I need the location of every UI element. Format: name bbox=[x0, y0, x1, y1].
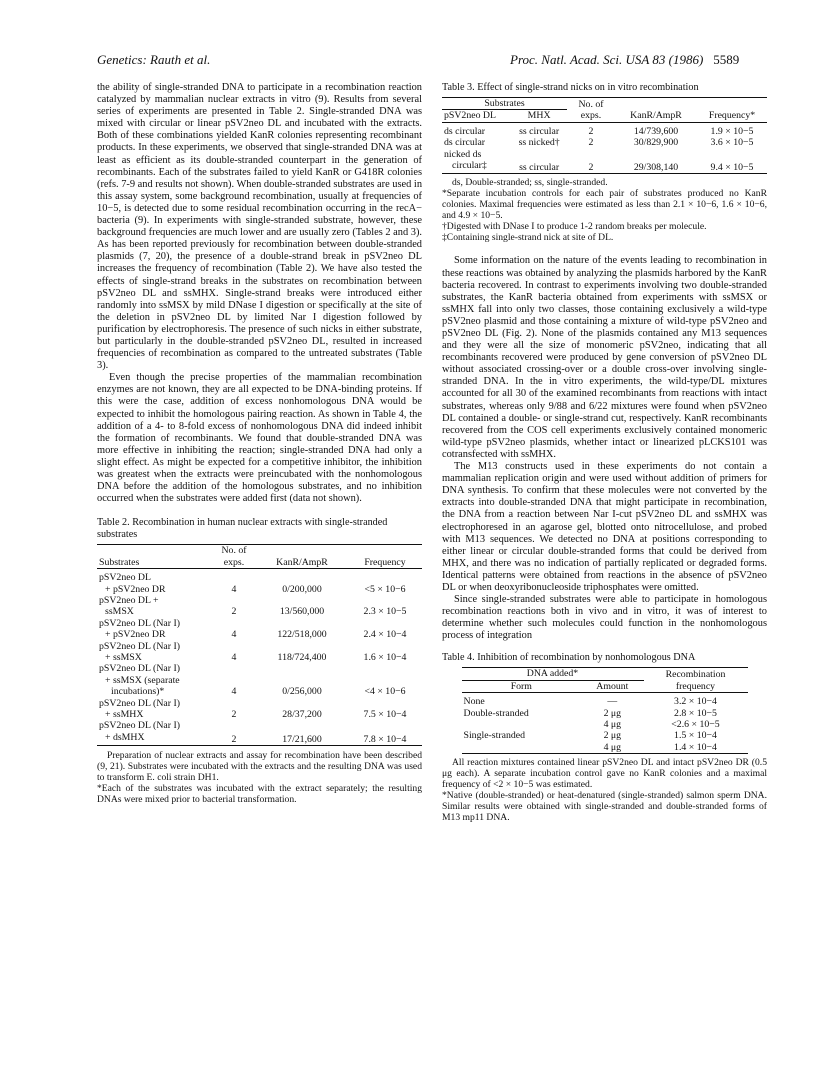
table2-cell: pSV2neo DL + bbox=[99, 594, 159, 606]
table3-cell: 30/829,900 bbox=[633, 137, 679, 149]
table-row bbox=[97, 606, 422, 617]
table4-header: Amount bbox=[596, 680, 629, 692]
table-row bbox=[462, 719, 748, 730]
table3-header: pSV2neo DL bbox=[444, 110, 496, 122]
table-row bbox=[97, 584, 422, 595]
table4-cell: <2.6 × 10−5 bbox=[671, 719, 720, 731]
table2-cell: 0/256,000 bbox=[282, 686, 322, 698]
table-row bbox=[97, 675, 422, 686]
right-column bbox=[442, 82, 767, 823]
table-row bbox=[442, 160, 767, 174]
table2-cell: pSV2neo DL (Nar I) bbox=[99, 640, 180, 652]
table2-cell: 7.5 × 10−4 bbox=[363, 708, 407, 720]
page-number: 5589 bbox=[713, 52, 740, 67]
table2-cell: 2.3 × 10−5 bbox=[363, 606, 407, 618]
table2-cell: 4 bbox=[231, 629, 237, 641]
table3-header: KanR/AmpR bbox=[630, 110, 682, 122]
table3-cell: 9.4 × 10−5 bbox=[710, 162, 754, 174]
table3-header: Frequency* bbox=[708, 110, 756, 122]
table-row bbox=[97, 629, 422, 640]
table3-cell: ss nicked† bbox=[518, 137, 560, 149]
table2 bbox=[97, 544, 422, 746]
table-row bbox=[97, 709, 422, 720]
table2-cell: 118/724,400 bbox=[277, 651, 327, 663]
table2-cell: <5 × 10−6 bbox=[364, 583, 406, 595]
table2-cell: 4 bbox=[231, 583, 237, 595]
table4-cell bbox=[462, 719, 582, 730]
table2-cell: 13/560,000 bbox=[279, 606, 325, 618]
table2-footnote: Preparation of nuclear extracts and assay for recombination have been described (9, 21). Substrates were incubated with the extracts and the resulting DNA was used to transform E. coli strain DH1. bbox=[97, 750, 422, 784]
table2-header: Frequency bbox=[364, 556, 406, 568]
table3-cell: 3.6 × 10−5 bbox=[710, 137, 754, 149]
body-paragraph: Since single-stranded substrates were able to participate in homologous recombination reactions both in vivo and in vitro, it was of interest to determine whether such molecules could function in the nonhomologous process of integration bbox=[442, 594, 767, 642]
table-row bbox=[97, 569, 422, 584]
table4-cell: 4 μg bbox=[603, 741, 622, 753]
table2-caption: Table 2. Recombination in human nuclear extracts with single-stranded substrates bbox=[97, 517, 388, 541]
table-row bbox=[97, 641, 422, 652]
table-row bbox=[97, 663, 422, 674]
journal-citation: Proc. Natl. Acad. Sci. USA 83 (1986) bbox=[510, 52, 704, 67]
table-row bbox=[462, 742, 748, 754]
table2-cell: + ssMSX (separate bbox=[105, 674, 180, 686]
table4-cell: — bbox=[607, 696, 618, 708]
body-paragraph: Some information on the nature of the events leading to recombination in these reactions was obtained by analyzing the plasmids harbored by the KanR bacteria recovered. In contrast to experiments involving two double-stranded substrates, the KanR bacteria obtained from experiments with ssMSX or ssMHX fall into only two classes, those containing exclusively a wild-type pSV2neo plasmid and those containing a mixture of wild-type pSV2neo and pSV2neo DL (Fig. 2). None of the plasmids contained any M13 sequences and they were all the size of monomeric pSV2neo, indicating that all recombinants recovered were produced by gene conversion of pSV2neo DL without associated crossing-over or a double cross-over involving single-stranded DNA. In the in vitro experiments, the wild-type/DL mixtures accounted for all 30 of the examined recombinants from reactions with intact substrates, whereas only 9/88 and 6/22 mixtures were found when pSV2neo DL contained a double- or single-strand cut, respectively. KanR recombinants recovered from the COS cell experiments exclusively contained monomeric wild-type pSV2neo plasmids, whether intact or linearized pLCKS101 was cotransfected with ssMHX. bbox=[442, 255, 767, 460]
table3-footnote: ds, Double-stranded; ss, single-stranded. bbox=[452, 177, 608, 189]
table-row bbox=[97, 652, 422, 663]
left-column bbox=[97, 82, 422, 805]
body-paragraph: the ability of single-stranded DNA to participate in a recombination reaction catalyzed by mammalian nuclear extracts in vitro (9). Results from several series of experiments are presented in Table 2. Single-stranded DNA was mixed with circular or linear pSV2neo DL and incubated with the extracts. Both of these combinations yielded KanR colonies representing recombinant products. In these experiments, we observed that single-stranded DNA was at least as efficient as its double-stranded counterpart in the generation of recombinants. Each of the substrates failed to yield KanR or G418R colonies (refs. 7-9 and results not shown). When double-stranded substrates are used in this assay system, some background recombination, usually at frequencies of 10−5, is detected due to some residual recombination occurring in the recA− bacteria (9). In experiments with single-stranded substrate, however, these background frequencies are much lower and are usually zero (Tables 2 and 3). As has been reported previously for recombination between double-stranded plasmids (7, 20), the presence of a double-strand break in pSV2neo DL increases the frequency of recombination (Table 2). We have also tested the effects of single-strand breaks in the substrates on recombination between pSV2neo DL and ssMHX. Single-strand breaks were introduced either randomly into ssMSX by mild DNase I digestion or specifically at the site of the deletion in pSV2neo DL by limited Nar I digestion followed by purification by electrophoresis. The presence of such nicks in either substrate, but particularly in the double-stranded pSV2neo DL, resulted in increased frequencies of recombination as compared to the untreated substrates (Table 3). bbox=[97, 82, 423, 372]
table2-header: KanR/AmpR bbox=[276, 556, 328, 568]
table3-cell: 2 bbox=[588, 137, 594, 149]
table-row bbox=[97, 720, 422, 731]
table4-cell: 1.4 × 10−4 bbox=[674, 741, 717, 753]
table3-cell: ds circular bbox=[444, 137, 486, 149]
table2-cell: 7.8 × 10−4 bbox=[363, 733, 407, 745]
table3-cell: ss circular bbox=[519, 162, 560, 174]
table3-cell: 14/739,600 bbox=[633, 125, 679, 137]
table4-footnote: *Native (double-stranded) or heat-denatured (single-stranded) salmon sperm DNA. Similar results were obtained with single-stranded and double-stranded forms of M13 mp11 DNA. bbox=[442, 790, 767, 824]
running-header-right bbox=[510, 52, 739, 68]
table2-cell: pSV2neo DL (Nar I) bbox=[99, 720, 180, 732]
table3-cell: 2 bbox=[588, 162, 594, 174]
table3-cell: circular‡ bbox=[452, 160, 487, 172]
table-row bbox=[97, 686, 422, 697]
table3-cell: ds circular bbox=[444, 125, 486, 137]
table-row bbox=[97, 595, 422, 606]
table3-header: MHX bbox=[527, 110, 551, 122]
table3-cell: 29/308,140 bbox=[633, 162, 679, 174]
table3-cell: 1.9 × 10−5 bbox=[710, 125, 754, 137]
table2-cell: 28/37,200 bbox=[282, 708, 322, 720]
table-row bbox=[462, 708, 748, 719]
table4-header: Recombination frequency bbox=[665, 669, 726, 692]
table3-cell: 2 bbox=[588, 125, 594, 137]
table2-cell: 2 bbox=[231, 733, 237, 745]
table2-cell: pSV2neo DL (Nar I) bbox=[99, 617, 180, 629]
table4-cell: 2.8 × 10−5 bbox=[674, 707, 717, 719]
table-row bbox=[442, 137, 767, 148]
table2-header: No. of exps. bbox=[221, 545, 247, 568]
table2-cell: 4 bbox=[231, 651, 237, 663]
table4-cell: 3.2 × 10−4 bbox=[674, 696, 717, 708]
table2-cell: <4 × 10−6 bbox=[364, 686, 406, 698]
table-row bbox=[442, 149, 767, 160]
table2-cell: pSV2neo DL bbox=[99, 572, 151, 584]
table-row bbox=[442, 122, 767, 137]
table4-caption: Table 4. Inhibition of recombination by nonhomologous DNA bbox=[442, 652, 696, 664]
table4-cell: 4 μg bbox=[603, 719, 622, 731]
table3-cell: ss circular bbox=[519, 125, 560, 137]
table2-cell: pSV2neo DL (Nar I) bbox=[99, 697, 180, 709]
table4-cell: 2 μg bbox=[603, 707, 622, 719]
table3 bbox=[442, 97, 767, 174]
table3-footnote: *Separate incubation controls for each pair of substrates produced no KanR colonies. Maximal frequencies were estimated as less than 2.1 × 10−6, 1.6 × 10−6, and 4.9 × 10−5. bbox=[442, 188, 767, 222]
table2-footnote: *Each of the substrates was incubated with the extract separately; the resulting DNAs were mixed prior to bacterial transformation. bbox=[97, 783, 422, 806]
table2-cell: ssMSX bbox=[105, 606, 134, 618]
table4-footnote: All reaction mixtures contained linear pSV2neo DL and intact pSV2neo DR (0.5 μg each). A separate incubation control gave no KanR colonies and a maximal frequency of <2 × 10−5 was estimated. bbox=[442, 757, 767, 791]
table-row bbox=[97, 698, 422, 709]
body-paragraph: The M13 constructs used in these experiments do not contain a mammalian replication origin and were used without addition of primers for DNA synthesis. To confirm that these molecules were not converted by the extracts into double-stranded DNA that might participate in recombination, the DNA from a reaction between Nar I-cut pSV2neo DL and ssMHX was electrophoresed in an agarose gel, blotted onto nitrocellulose, and probed with M13 sequences. We detected no DNA at positions corresponding to either linear or circular double-stranded forms that could be derived from MHX, and there was no indication of partially replicated or degraded forms. Identical patterns were obtained from reactions in the absence of pSV2neo DL or when deoxyribonucleoside triphosphates were omitted. bbox=[442, 461, 767, 593]
table2-cell: 2 bbox=[231, 708, 237, 720]
table2-cell: + pSV2neo DR bbox=[105, 583, 166, 595]
table3-caption: Table 3. Effect of single-strand nicks on in vitro recombination bbox=[442, 82, 699, 93]
table4-cell: 2 μg bbox=[603, 730, 622, 742]
table2-cell: incubations)* bbox=[111, 686, 165, 698]
table3-footnote: †Digested with DNase I to produce 1-2 random breaks per molecule. bbox=[442, 221, 707, 233]
table4-cell: Double-stranded bbox=[463, 707, 529, 719]
table2-header: Substrates bbox=[99, 556, 140, 568]
table2-cell: 2 bbox=[231, 606, 237, 618]
table4-header: Form bbox=[510, 680, 532, 692]
table2-cell: 17/21,600 bbox=[282, 733, 322, 745]
table3-cell: nicked ds bbox=[444, 148, 482, 160]
table2-cell: + ssMSX bbox=[105, 651, 142, 663]
body-paragraph: Even though the precise properties of the mammalian recombination enzymes are not known, they are all expected to be DNA-binding proteins. If this were the case, addition of excess nonhomologous DNA would be expected to inhibit the homologous pairing reaction. As shown in Table 4, the addition of a 4- to 8-fold excess of nonhomologous DNA did indeed inhibit the formation of recombinants. We found that double-stranded DNA was more effective in inhibiting the reaction; single-stranded DNA had only a slight effect. As might be expected for a competitive inhibitor, the inhibition was greatest when the extracts were preincubated with the nonhomologous DNA before the addition of the homologous substrates, and no inhibition occurred when the substrates were added first (data not shown). bbox=[97, 372, 422, 505]
table3-group-header: Substrates bbox=[442, 98, 567, 110]
table4-cell: None bbox=[463, 696, 485, 708]
table2-cell: + dsMHX bbox=[105, 731, 145, 743]
table2-cell: + ssMHX bbox=[105, 708, 144, 720]
table2-cell: 4 bbox=[231, 686, 237, 698]
table-row bbox=[462, 730, 748, 741]
table-row bbox=[462, 693, 748, 708]
table-row bbox=[97, 732, 422, 746]
table4-cell bbox=[462, 742, 582, 754]
table3-header: No. of exps. bbox=[578, 99, 604, 122]
table2-cell: 122/518,000 bbox=[277, 629, 327, 641]
table2-cell: pSV2neo DL (Nar I) bbox=[99, 663, 180, 675]
table2-cell: + pSV2neo DR bbox=[105, 629, 166, 641]
running-header-left: Genetics: Rauth et al. bbox=[97, 52, 211, 67]
table4 bbox=[462, 667, 748, 754]
table4-group-header: DNA added* bbox=[462, 668, 644, 680]
table3-footnote: ‡Containing single-strand nick at site of DL. bbox=[442, 232, 614, 244]
table4-cell: 1.5 × 10−4 bbox=[674, 730, 717, 742]
table2-cell: 2.4 × 10−4 bbox=[363, 629, 407, 641]
table2-cell: 1.6 × 10−4 bbox=[363, 651, 407, 663]
table-row bbox=[97, 618, 422, 629]
table4-cell: Single-stranded bbox=[463, 730, 525, 742]
table2-cell: 0/200,000 bbox=[282, 583, 322, 595]
